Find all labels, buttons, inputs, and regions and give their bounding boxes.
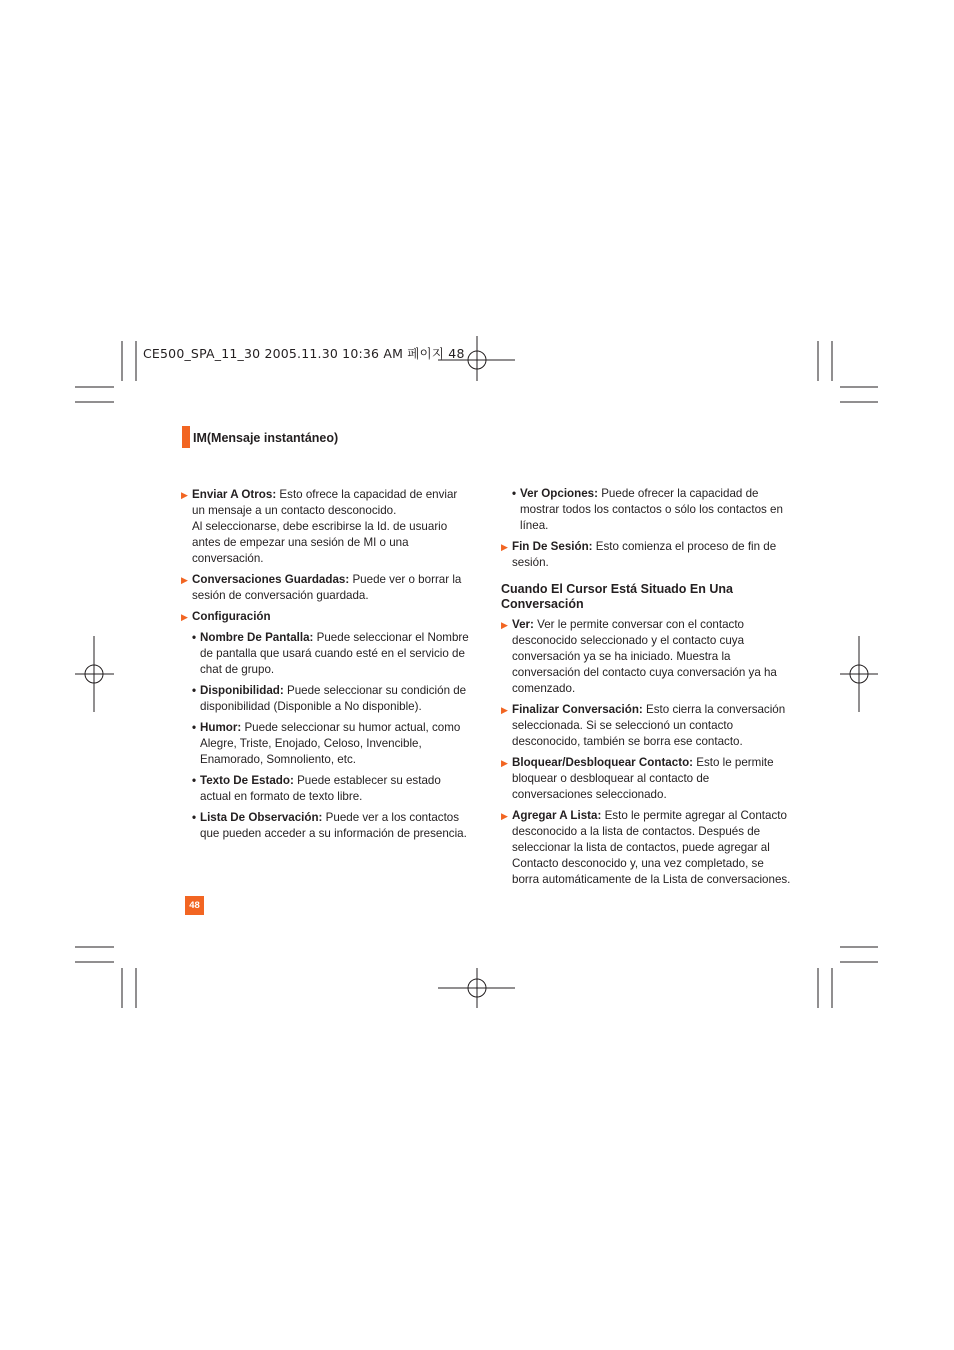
item-text: Puede seleccionar el Nombre de pantalla que usará cuando esté en el servicio de chat de grupo. <box>200 631 469 676</box>
item-text: Puede establecer su estado actual en formato de texto libre. <box>200 774 441 803</box>
page-number-badge: 48 <box>185 896 204 915</box>
bullet-dot-icon: • <box>512 487 517 500</box>
menu-item-configuracion <box>181 609 471 625</box>
sub-item-observacion <box>181 810 471 842</box>
section-accent-bar <box>182 426 190 448</box>
item-label: Enviar A Otros: <box>192 488 277 501</box>
item-label: Humor: <box>200 721 242 734</box>
item-text: Puede seleccionar su condición de disponibilidad (Disponible a No disponible). <box>200 684 467 713</box>
bullet-dot-icon: • <box>192 774 197 787</box>
item-label: Lista De Observación: <box>200 811 323 824</box>
sub-item-estado <box>181 773 471 805</box>
bullet-dot-icon: • <box>192 721 197 734</box>
item-label: Ver Opciones: <box>520 487 598 500</box>
registration-mark-right <box>840 636 878 712</box>
item-label: Conversaciones Guardadas: <box>192 573 350 586</box>
subheading: Cuando El Cursor Está Situado En Una Conversación <box>501 582 733 611</box>
item-label: Texto De Estado: <box>200 774 294 787</box>
sub-item-humor <box>181 720 471 768</box>
sub-item-nombre <box>181 630 471 678</box>
item-text: Esto ofrece la capacidad de enviar un mensaje a un contacto desconocido. <box>192 488 458 517</box>
bullet-dot-icon: • <box>192 684 197 697</box>
menu-item-bloquear <box>501 755 791 803</box>
item-text: Ver le permite conversar con el contacto desconocido seleccionado y el contacto cuya conversación ya se ha iniciado. Muestra la conversación del contacto cuya conversación ya ha comenzado. <box>512 618 777 695</box>
triangle-bullet-icon: ▶ <box>181 575 188 585</box>
menu-item-enviar <box>181 487 471 567</box>
left-column <box>181 487 471 847</box>
item-text: Esto le permite bloquear o desbloquear al contacto de conversaciones seleccionado. <box>512 756 774 801</box>
registration-mark-bottom <box>438 968 515 1008</box>
item-text: Al seleccionarse, debe escribirse la Id. de usuario antes de empezar una sesión de MI o una conversación. <box>192 520 448 565</box>
menu-item-fin-sesion <box>501 539 791 571</box>
item-label: Disponibilidad: <box>200 684 284 697</box>
item-text: Puede ver a los contactos que pueden acceder a su información de presencia. <box>200 811 467 840</box>
triangle-bullet-icon: ▶ <box>501 811 508 821</box>
menu-item-finalizar <box>501 702 791 750</box>
print-slug: CE500_SPA_11_30 2005.11.30 10:36 AM 페이지 48 <box>143 346 465 361</box>
menu-item-ver <box>501 617 791 697</box>
item-label: Finalizar Conversación: <box>512 703 643 716</box>
item-label: Nombre De Pantalla: <box>200 631 314 644</box>
item-label: Agregar A Lista: <box>512 809 602 822</box>
item-text: Puede ofrecer la capacidad de mostrar todos los contactos o sólo los contactos en línea. <box>520 487 783 532</box>
triangle-bullet-icon: ▶ <box>501 542 508 552</box>
right-column <box>501 486 791 893</box>
section-title: IM(Mensaje instantáneo) <box>193 431 339 445</box>
triangle-bullet-icon: ▶ <box>501 758 508 768</box>
item-text: Esto cierra la conversación seleccionada. Si se seleccionó un contacto desconocido, también se borra ese contacto. <box>512 703 786 748</box>
menu-item-agregar <box>501 808 791 888</box>
item-text: Puede ver o borrar la sesión de conversación guardada. <box>192 573 462 602</box>
item-label: Fin De Sesión: <box>512 540 593 553</box>
item-text: Esto comienza el proceso de fin de sesión. <box>512 540 777 569</box>
bullet-dot-icon: • <box>192 631 197 644</box>
item-text: Puede seleccionar su humor actual, como Alegre, Triste, Enojado, Celoso, Invencible, Enamorado, Somnoliento, etc. <box>200 721 461 766</box>
triangle-bullet-icon: ▶ <box>181 490 188 500</box>
menu-item-guardadas <box>181 572 471 604</box>
triangle-bullet-icon: ▶ <box>501 705 508 715</box>
bullet-dot-icon: • <box>192 811 197 824</box>
sub-item-ver-opciones <box>501 486 791 534</box>
triangle-bullet-icon: ▶ <box>181 612 188 622</box>
registration-mark-left <box>75 636 114 712</box>
sub-item-disponibilidad <box>181 683 471 715</box>
triangle-bullet-icon: ▶ <box>501 620 508 630</box>
item-label: Configuración <box>192 610 271 623</box>
item-text: Esto le permite agregar al Contacto desconocido a la lista de contactos. Después de seleccionar la lista de contactos, puede agregar al Contacto desconocido y, una vez completado, se borra automáticamente de la Lista de conversaciones. <box>512 809 791 886</box>
item-label: Bloquear/Desbloquear Contacto: <box>512 756 694 769</box>
item-label: Ver: <box>512 618 534 631</box>
